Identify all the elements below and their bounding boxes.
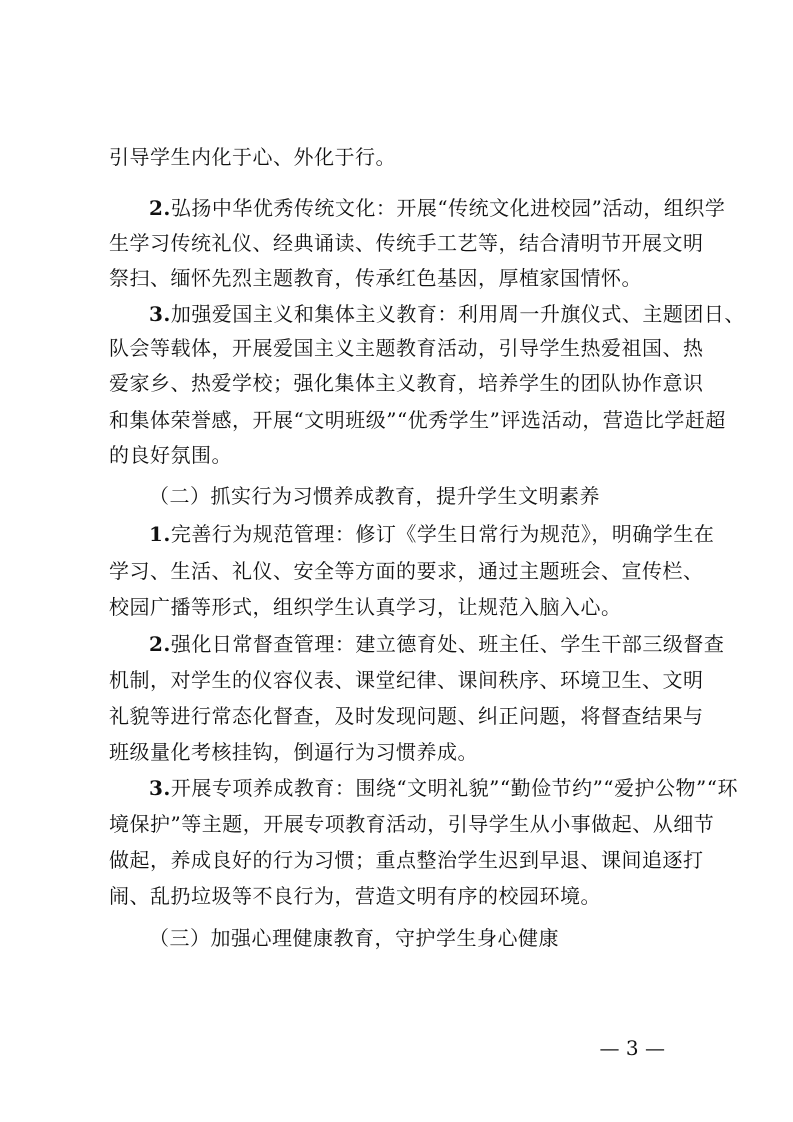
paragraph-line: 闹、乱扔垃圾等不良行为，营造文明有序的校园环境。 [109, 884, 601, 908]
line-text: 加强爱国主义和集体主义教育：利用周一升旗仪式、主题团日、 [170, 302, 745, 326]
line-text: 开展专项养成教育：围绕“文明礼貌”“勤俭节约”“爱护公物”“环 [170, 776, 738, 800]
item-number: 2. [149, 196, 171, 220]
paragraph-line: 爱家乡、热爱学校；强化集体主义教育，培养学生的团队协作意识 [109, 371, 704, 395]
item-number: 1. [149, 522, 171, 546]
paragraph-line: 班级量化考核挂钩，倒逼行为习惯养成。 [109, 740, 478, 764]
paragraph-line: 校园广播等形式，组织学生认真学习，让规范入脑入心。 [109, 595, 622, 619]
paragraph-line: 做起，养成良好的行为习惯；重点整治学生迟到早退、课间追逐打 [109, 848, 704, 872]
paragraph-line [149, 194, 726, 222]
paragraph-line: 祭扫、缅怀先烈主题教育，传承红色基因，厚植家国情怀。 [109, 266, 642, 290]
paragraph-line: 生学习传统礼仪、经典诵读、传统手工艺等，结合清明节开展文明 [109, 231, 704, 255]
paragraph-line: 境保护”等主题，开展专项教育活动，引导学生从小事做起、从细节 [109, 812, 715, 836]
paragraph-line: 礼貌等进行常态化督查，及时发现问题、纠正问题，将督查结果与 [109, 704, 704, 728]
paragraph-line: 的良好氛围。 [109, 443, 232, 467]
line-text: 弘扬中华优秀传统文化：开展“传统文化进校园”活动，组织学 [170, 196, 726, 220]
paragraph-line [149, 520, 715, 548]
line-text: 强化日常督查管理：建立德育处、班主任、学生干部三级督查 [170, 632, 725, 656]
section-heading: （二）抓实行为习惯养成教育，提升学生文明素养 [149, 484, 600, 508]
paragraph-line: 引导学生内化于心、外化于行。 [109, 145, 396, 169]
item-number: 2. [149, 632, 171, 656]
page-number: — 3 — [599, 1036, 665, 1060]
section-heading: （三）加强心理健康教育，守护学生身心健康 [149, 926, 559, 950]
paragraph-line [149, 300, 745, 328]
paragraph-line: 机制，对学生的仪容仪表、课堂纪律、课间秩序、环境卫生、文明 [109, 668, 704, 692]
line-text: 完善行为规范管理：修订《学生日常行为规范》，明确学生在 [170, 522, 715, 546]
paragraph-line: 和集体荣誉感，开展“文明班级”“优秀学生”评选活动，营造比学赶超 [109, 408, 726, 432]
paragraph-line [149, 630, 725, 658]
paragraph-line: 队会等载体，开展爱国主义主题教育活动，引导学生热爱祖国、热 [109, 336, 704, 360]
paragraph-line [149, 774, 738, 802]
item-number: 3. [149, 776, 171, 800]
paragraph-line: 学习、生活、礼仪、安全等方面的要求，通过主题班会、宣传栏、 [109, 559, 704, 583]
item-number: 3. [149, 302, 171, 326]
